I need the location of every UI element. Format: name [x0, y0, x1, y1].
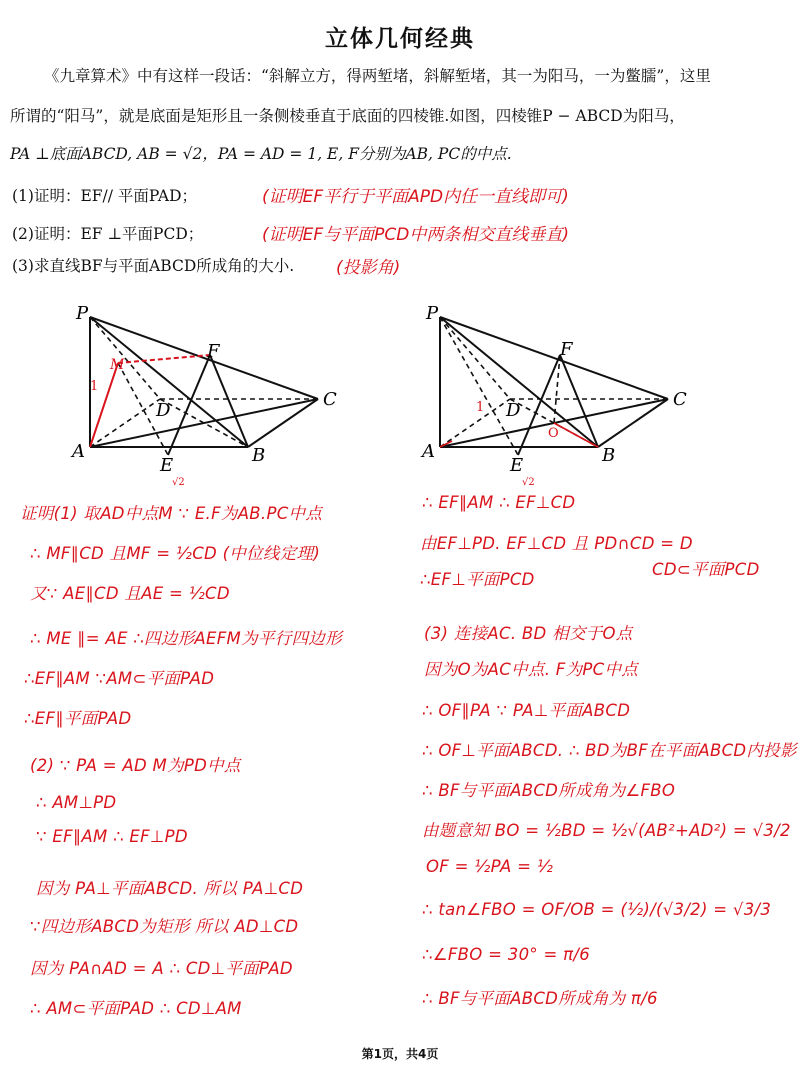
label-e-right: E	[510, 455, 524, 476]
solution-left-line: ∵ EF∥AM ∴ EF⊥PD	[36, 827, 188, 846]
note-q1: (证明EF平行于平面APD内任一直线即可)	[262, 187, 569, 207]
solution-left-line: ∴ AM⊂平面PAD ∴ CD⊥AM	[30, 999, 242, 1018]
problem-line-1: 《九章算术》中有这样一段话：“斜解立方，得两堑堵，斜解堑堵，其一为阳马，一为鳖臑”，这里	[44, 67, 711, 85]
solution-left-line: ∴ MF∥CD 且MF = ½CD (中位线定理)	[30, 544, 321, 563]
solution-right-line: ∴ BF与平面ABCD所成角为∠FBO	[422, 781, 676, 800]
solution-right-line: ∴ OF⊥平面ABCD. ∴ BD为BF在平面ABCD内投影	[422, 741, 797, 760]
label-f-right: F	[560, 339, 573, 360]
solution-right-line: ∴∠FBO = 30° = π/6	[422, 945, 591, 964]
solution-left-line: ∵四边形ABCD为矩形 所以 AD⊥CD	[30, 917, 299, 936]
label-b-right: B	[602, 445, 616, 466]
label-m: M	[110, 357, 125, 373]
solution-right-line: 因为O为AC中点. F为PC中点	[424, 660, 639, 679]
solution-left-line: 因为 PA∩AD = A ∴ CD⊥平面PAD	[30, 959, 293, 978]
solution-right-line: ∴ tan∠FBO = OF/OB = (½)/(√3/2) = √3/3	[422, 900, 772, 919]
label-c-right: C	[673, 389, 687, 410]
question-2: (2)证明：EF ⊥平面PCD；	[12, 225, 204, 243]
question-3: (3)求直线BF与平面ABCD所成角的大小.	[12, 257, 295, 275]
pyramid-figure-left	[60, 295, 360, 490]
solution-left-line: 又∵ AE∥CD 且AE = ½CD	[30, 584, 230, 603]
solution-right-line: 由题意知 BO = ½BD = ½√(AB²+AD²) = √3/2	[422, 821, 791, 840]
label-a: A	[72, 441, 85, 462]
solution-left-line: (2) ∵ PA = AD M为PD中点	[30, 756, 241, 775]
note-q3: (投影角)	[336, 258, 401, 278]
problem-line-2: 所谓的“阳马”，就是底面是矩形且一条侧棱垂直于底面的四棱锥.如图，四棱锥P − ABCD为阳马，	[10, 107, 685, 125]
page-footer: 第1页，共4页	[361, 1047, 439, 1061]
label-f: F	[207, 341, 220, 362]
solution-right-line: ∴EF⊥平面PCD	[420, 570, 535, 589]
problem-line-3: PA ⊥底面ABCD, AB = √2，PA = AD = 1, E, F分别为AB, PC的中点.	[10, 145, 512, 163]
note-q2: (证明EF与平面PCD中两条相交直线垂直)	[262, 225, 569, 245]
label-b: B	[252, 445, 266, 466]
label-length-1: 1	[90, 379, 99, 394]
label-length-sqrt2: √2	[172, 477, 185, 488]
solution-left-line: ∴EF∥AM ∵AM⊂平面PAD	[24, 669, 215, 688]
label-c: C	[323, 389, 337, 410]
solution-left-line: ∴ AM⊥PD	[36, 793, 117, 812]
pyramid-figure-right	[410, 295, 710, 490]
label-p-right: P	[426, 303, 439, 324]
label-e: E	[160, 455, 174, 476]
solution-left-line: 因为 PA⊥平面ABCD. 所以 PA⊥CD	[36, 879, 304, 898]
label-d-right: D	[506, 400, 521, 421]
label-a-right: A	[422, 441, 435, 462]
solution-right-line: (3) 连接AC. BD 相交于O点	[424, 624, 633, 643]
label-length-sqrt2-right: √2	[522, 477, 535, 488]
label-length-1-right: 1	[476, 400, 485, 415]
solution-left-line: ∴ ME ∥= AE ∴四边形AEFM为平行四边形	[30, 629, 342, 648]
solution-left-line: 证明(1) 取AD中点M ∵ E.F为AB.PC中点	[20, 504, 323, 523]
page-title: 立体几何经典	[325, 26, 475, 52]
question-1: (1)证明：EF// 平面PAD；	[12, 187, 198, 205]
label-d: D	[156, 400, 171, 421]
label-p: P	[76, 303, 89, 324]
solution-right-line: OF = ½PA = ½	[426, 857, 554, 876]
solution-right-line: ∴ OF∥PA ∵ PA⊥平面ABCD	[422, 701, 631, 720]
solution-right-line: ∴ BF与平面ABCD所成角为 π/6	[422, 989, 658, 1008]
solution-right-line: CD⊂平面PCD	[652, 560, 760, 579]
label-o: O	[548, 426, 559, 441]
solution-right-line: ∴ EF∥AM ∴ EF⊥CD	[422, 493, 576, 512]
solution-right-line: 由EF⊥PD. EF⊥CD 且 PD∩CD = D	[420, 534, 693, 553]
solution-left-line: ∴EF∥平面PAD	[24, 709, 132, 728]
